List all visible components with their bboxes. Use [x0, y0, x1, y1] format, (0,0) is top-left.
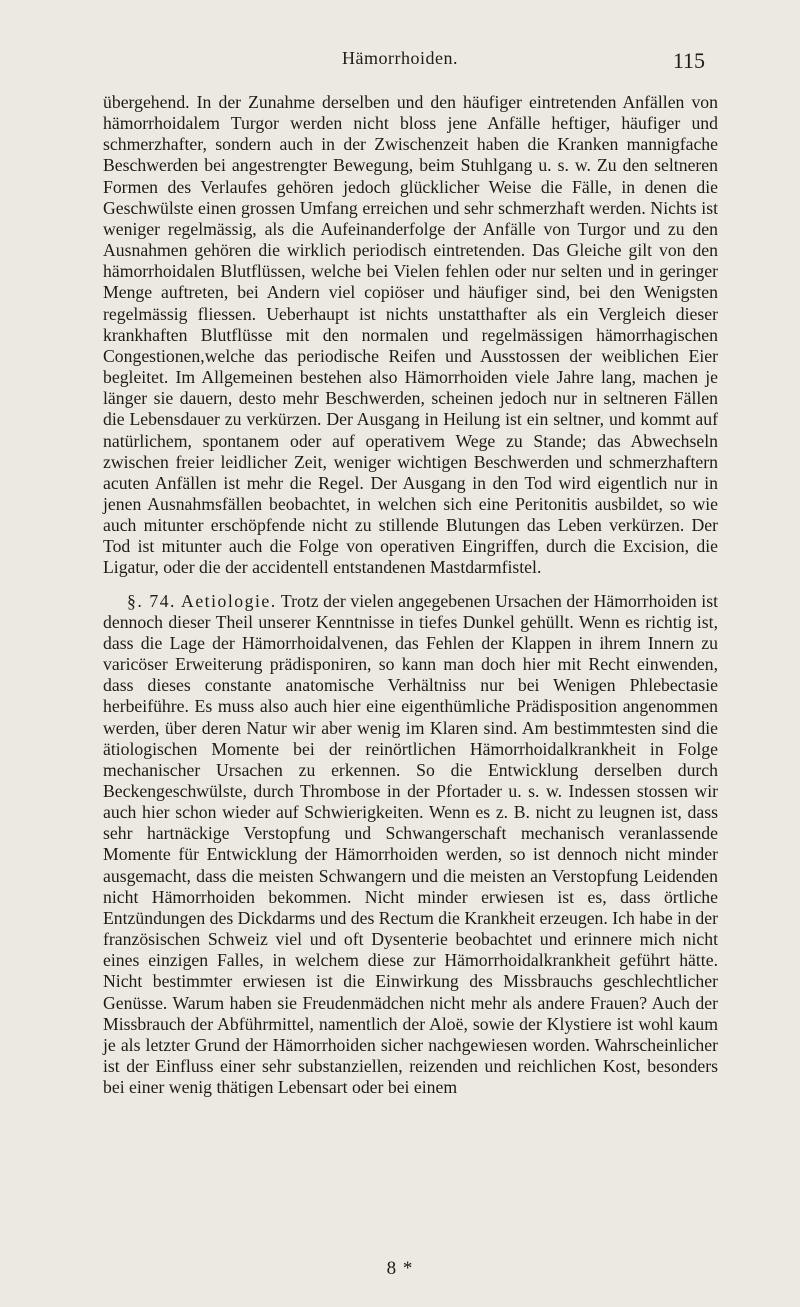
running-head	[0, 40, 800, 80]
paragraph-course-of-disease	[103, 92, 718, 579]
body-text	[103, 92, 718, 1098]
signature-mark: 8 *	[386, 1258, 414, 1279]
running-title: Hämorrhoiden.	[342, 48, 458, 68]
paragraph-aetiology	[103, 591, 718, 1099]
paragraph-text: übergehend. In der Zunahme derselben und den häufiger eintretenden Anfällen von hämorrhoidalem Turgor werden nicht bloss jene Anfälle heftiger, häufiger und schmerzhafter, sondern auch in der Zwischenzeit haben die Kranken mannigfache Beschwerden bei angestrengter Bewegung, beim Stuhlgang u. s. w. Zu den seltneren Formen des Verlaufes gehören jedoch glücklicher Weise die Fälle, in denen die Geschwülste einen grossen Umfang erreichen und sehr schmerzhaft werden. Nichts ist weniger regelmässig, als die Aufeinanderfolge der Anfälle von Turgor und zu den Ausnahmen gehören die wirklich periodisch eintretenden. Das Gleiche gilt von den hämorrhoidalen Blutflüssen, welche bei Vielen fehlen oder nur selten und in geringer Menge auftreten, bei Andern viel copiöser und häufiger sind, bei den Wenigsten regelmässig fliessen. Ueberhaupt ist nichts unstatthafter als ein Vergleich dieser krankhaften Blutflüsse mit den normalen und regelmässigen hämorrhagischen Congestionen,welche das periodische Reifen und Ausstossen der weiblichen Eier begleitet. Im Allgemeinen bestehen also Hämorrhoiden viele Jahre lang, machen je länger sie dauern, desto mehr Beschwerden, scheinen jedoch nur in seltneren Fällen die Lebensdauer zu verkürzen. Der Ausgang in Heilung ist ein seltner, und kommt auf natürlichem, spontanem oder auf operativem Wege zu Stande; das Abwechseln zwischen freier leidlicher Zeit, weniger wichtigen Beschwerden und schmerzhaftern acuten Anfällen ist mehr die Regel. Der Ausgang in den Tod wird eigentlich nur in jenen Ausnahmsfällen beobachtet, in welchen sich eine Peritonitis ausbildet, so wie auch mitunter erschöpfende nicht zu stillende Blutungen das Leben verkürzen. Der Tod ist mitunter auch die Folge von operativen Eingriffen, durch die Excision, die Ligatur, oder die der accidentell entstandenen Mastdarmfistel.	[103, 92, 718, 578]
section-heading-aetiology: §. 74. Aetiologie.	[127, 590, 277, 611]
page-number: 115	[672, 48, 705, 73]
paragraph-text: Trotz der vielen angegebenen Ursachen der Hämorrhoiden ist dennoch dieser Theil unserer Kenntnisse in tiefes Dunkel gehüllt. Wenn es richtig ist, dass die Lage der Hämorrhoidalvenen, das Fehlen der Klappen in ihrem Innern zu varicöser Erweiterung prädisponiren, so kann man doch hier mit Recht einwenden, dass dieses constante anatomische Verhältniss nur bei Wenigen Phlebectasie herbeiführe. Es muss also auch hier eine eigenthümliche Prädisposition angenommen werden, über deren Natur wir aber wenig im Klaren sind. Am bestimmtesten sind die ätiologischen Momente bei der reinörtlichen Hämorrhoidalkrankheit in Folge mechanischer Ursachen zu erkennen. So die Entwicklung derselben durch Beckengeschwülste, durch Thrombose in der Pfortader u. s. w. Indessen stossen wir auch hier schon wieder auf Schwierigkeiten. Wenn es z. B. nicht zu leugnen ist, dass sehr hartnäckige Verstopfung und Schwangerschaft mechanisch veranlassende Momente für Entwicklung der Hämorrhoiden werden, so ist dennoch nicht minder ausgemacht, dass die meisten Schwangern und die meisten an Verstopfung Leidenden nicht Hämorrhoiden bekommen. Nicht minder erwiesen ist es, dass örtliche Entzündungen des Dickdarms und des Rectum die Krankheit erzeugen. Ich habe in der französischen Schweiz viel und oft Dysenterie beobachtet und erinnere mich nicht eines einzigen Falles, in welchem diese zur Hämorrhoidalkrankheit geführt hätte. Nicht bestimmter erwiesen ist die Einwirkung des Missbrauchs geschlechtlicher Genüsse. Warum haben sie Freudenmädchen nicht mehr als andere Frauen? Auch der Missbrauch der Abführmittel, namentlich der Aloë, sowie der Klystiere ist wohl kaum je als letzter Grund der Hämorrhoiden sicher nachgewiesen worden. Wahrscheinlicher ist der Einfluss einer sehr substanziellen, reizenden und reichlichen Kost, besonders bei einer wenig thätigen Lebensart oder bei einem	[103, 590, 719, 1098]
